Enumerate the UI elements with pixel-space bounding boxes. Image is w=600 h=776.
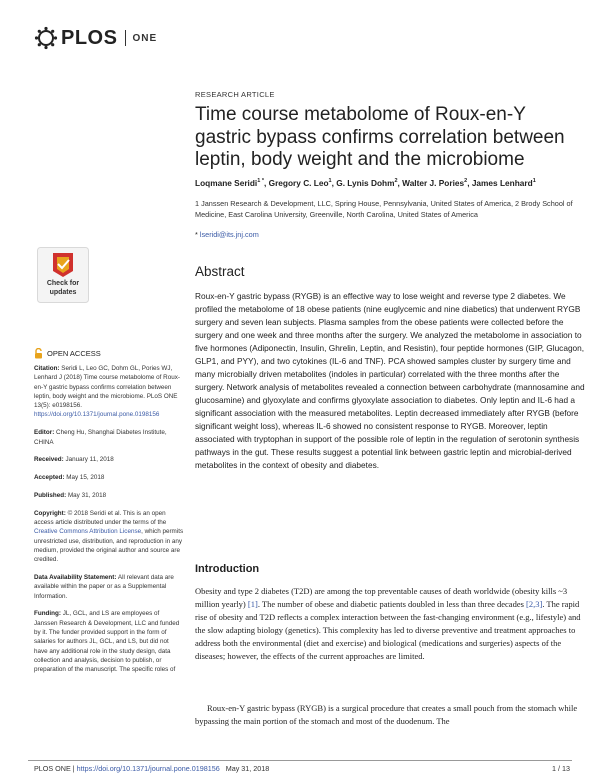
author[interactable]: G. Lynis Dohm$^2$ <box>336 178 398 188</box>
footer-journal: PLOS ONE <box>34 764 71 773</box>
article-title: Time course metabolome of Roux-en-Y gastric bypass confirms correlation between leptin, body weight and the microbiome <box>195 104 565 170</box>
introduction-paragraph-2: Roux-en-Y gastric bypass (RYGB) is a surgical procedure that creates a small pouch from the stomach while bypassing the main portion of the stomach and most of the duodenum. The <box>195 703 578 726</box>
article-type: RESEARCH ARTICLE <box>195 90 275 99</box>
received-date: Received: January 11, 2018 <box>34 456 114 464</box>
logo-brand: PLOS <box>61 26 118 49</box>
author[interactable]: Gregory C. Leo$^1$ <box>268 178 332 188</box>
article-info-sidebar <box>34 364 184 683</box>
page-number: 1 / 13 <box>552 764 570 773</box>
reference-link[interactable]: [1] <box>247 599 258 609</box>
footer-date: May 31, 2018 <box>225 764 270 773</box>
check-for-updates-badge[interactable] <box>37 247 89 303</box>
open-access-label: OPEN ACCESS <box>34 348 101 359</box>
plos-logo[interactable] <box>34 26 157 50</box>
citation: Citation: Seridi L, Leo GC, Dohm GL, Pories WJ, Lenhard J (2018) Time course metabolome of Roux-en-Y gastric bypass confirms correlation between leptin, body weight and the microbiome. PLoS ONE 13(5): e0198156. https://doi.org/10.1371/journal.pone.0198156 <box>34 365 180 419</box>
citation-doi-link[interactable]: https://doi.org/10.1371/journal.pone.0198156 <box>34 411 160 419</box>
funding: Funding: JL, GCL, and LS are employees of Janssen Research & Development, LLC and funded by it. The funder provided support in the form of salaries for authors JL, GCL, and LS, but did not have any additional role in the study design, data collection and analysis, decision to publish, or preparation of the manuscript. The specific roles of <box>34 610 180 674</box>
author[interactable]: Loqmane Seridi$^{1 *}$ <box>195 178 264 188</box>
editor: Editor: Cheng Hu, Shanghai Diabetes Institute, CHINA <box>34 429 167 446</box>
copyright: Copyright: © 2018 Seridi et al. This is an open access article distributed under the terms of the Creative Commons Attribution License, which permits unrestricted use, distribution, and reproduction in any medium, provided the original author and source are credited. <box>34 509 184 564</box>
abstract-heading: Abstract <box>195 264 245 279</box>
logo-journal: ONE <box>132 32 158 44</box>
data-availability: Data Availability Statement: All relevant data are available within the paper or as a Supplemental Information. <box>34 574 174 600</box>
introduction-paragraph-1: Obesity and type 2 diabetes (T2D) are among the top preventable causes of death worldwide (obesity kills ~3 million yearly) [1]. The number of obese and diabetic patients doubled in less than three decades [2,3]. The rapid rise of obesity and T2D reflects a complex interaction between the fast-changing environment (e.g., lifestyle) and the slow adapting biology (genetics). This complexity has led to diverse preventive and treatment approaches to address both the environmental (diet and exercise) and biological (medications and surgeries) aspects of the diseases; however, the effects of the current approaches are limited. <box>195 586 581 661</box>
open-lock-icon <box>34 348 43 359</box>
accepted-date: Accepted: May 15, 2018 <box>34 474 105 482</box>
footer-doi-link[interactable]: https://doi.org/10.1371/journal.pone.0198156 <box>76 764 220 773</box>
footer-divider <box>28 760 572 761</box>
corresponding-email <box>195 230 259 239</box>
introduction-heading: Introduction <box>195 563 260 575</box>
corresponding-mark: * <box>195 230 198 239</box>
license-link[interactable]: Creative Commons Attribution License <box>34 528 142 536</box>
author[interactable]: James Lenhard$^1$ <box>471 178 536 188</box>
reference-link[interactable]: [2,3] <box>526 599 543 609</box>
published-date: Published: May 31, 2018 <box>34 491 107 499</box>
abstract-text: Roux-en-Y gastric bypass (RYGB) is an effective way to lose weight and reverse type 2 diabetes. We profiled the metabolome of 18 obese patients (nine euglycemic and nine diabetics) that underwent RYGB surgery and seven lean subjects. Plasma samples from the obese patients were collected before the surgery and one week and three months after the surgery. We analyzed the metabolome in association to five hormones (Adiponectin, Insulin, Ghrelin, Leptin, and Resistin), four peptide hormones (GIP, Glucagon, GLP1, and PYY), and two cytokines (IL-6 and TNF). PCA showed samples cluster by surgery time and many microbially driven metabolites (indoles in particular) correlated with the three months after the surgery. Network analysis of metabolites revealed a connection between carbohydrate (mannosamine and glucosamine) and glyoxylate and confirms glyoxylate association to diabetes. Only leptin and IL-6 had a significant association with the measured metabolites. Leptin decreased immediately after RYGB (before significant weight loss), whereas IL-6 showed no consistent response to RYGB. Moreover, leptin associated with tryptophan in support of the possible role of leptin in the regulation of serotonin synthesis pathways in the gut. These results suggest a potential link between gastric leptin and microbial-derived metabolites in the context of obesity and diabetes. <box>195 291 585 470</box>
plos-logo-icon <box>34 26 58 50</box>
author[interactable]: Walter J. Pories$^2$ <box>402 178 468 188</box>
affiliations: 1 Janssen Research & Development, LLC, Spring House, Pennsylvania, United States of America, 2 Brody School of Medicine, East Carolina University, Greenville, North Carolina, United States of America <box>195 199 573 219</box>
badge-line-1: Check for <box>46 280 80 287</box>
badge-line-2: updates <box>49 288 77 296</box>
author-list: Loqmane Seridi$^{1 *}$, Gregory C. Leo$^1$, G. Lynis Dohm$^2$, Walter J. Pories$^2$, James Lenhard$^1$ <box>195 178 536 188</box>
page-footer: PLOS ONE | https://doi.org/10.1371/journal.pone.0198156 May 31, 2018 <box>34 764 270 773</box>
email-link[interactable]: lseridi@its.jnj.com <box>199 230 259 239</box>
logo-divider <box>125 30 126 46</box>
